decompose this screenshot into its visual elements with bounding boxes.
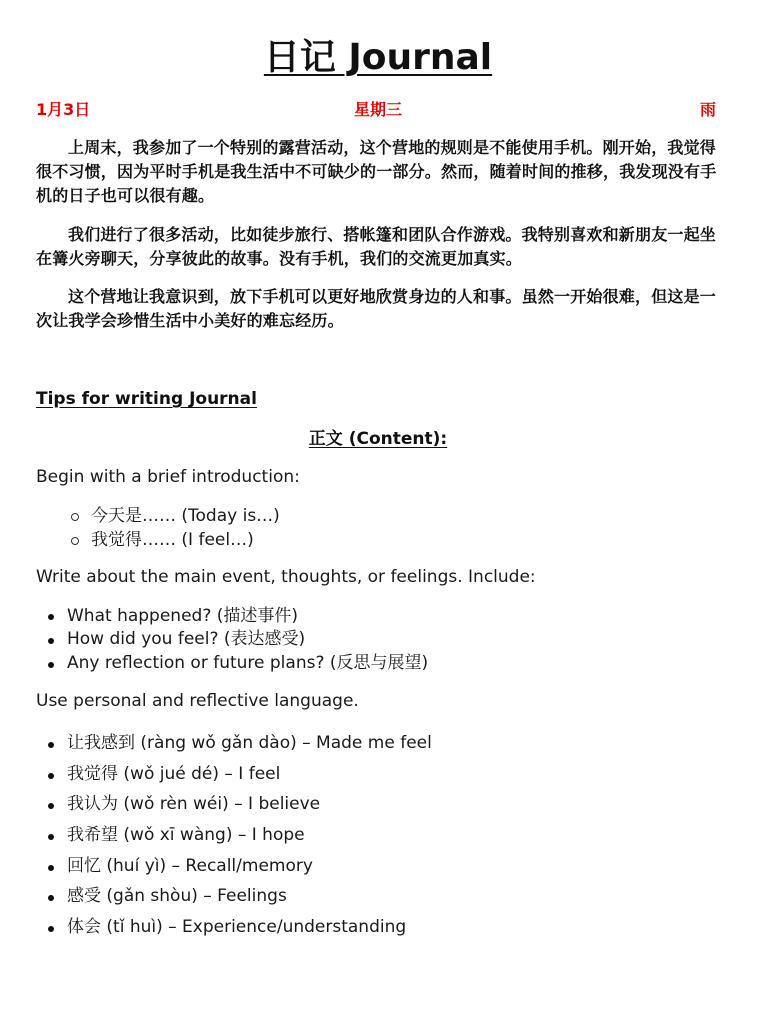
weekday-label: 星期三 <box>353 100 402 119</box>
bullet-icon <box>48 638 54 644</box>
page-title: 日记 Journal <box>263 37 493 78</box>
tips-heading: Tips for writing Journal <box>36 389 257 409</box>
journal-page <box>36 0 720 1024</box>
weather-label: 雨 <box>699 100 716 119</box>
bullet-icon <box>48 834 54 840</box>
journal-paragraph-1: 上周末，我参加了一个特别的露营活动，这个营地的规则是不能使用手机。刚开始，我觉得很不习惯，因为平时手机是我生活中不可缺少的一部分。然而，随着时间的推移，我发现没有手机的日子也可以很有趣。 <box>36 138 717 205</box>
list-item: 感受 (gǎn shòu) – Feelings <box>67 886 287 906</box>
intro-label: Begin with a brief introduction: <box>36 467 300 487</box>
list-item: How did you feel? (表达感受) <box>67 629 306 649</box>
language-label: Use personal and reflective language. <box>36 691 359 711</box>
bullet-icon <box>48 926 54 932</box>
main-label: Write about the main event, thoughts, or feelings. Include: <box>36 567 536 587</box>
hollow-bullet-icon <box>71 513 79 521</box>
bullet-icon <box>48 803 54 809</box>
list-item: 我觉得…… (I feel…) <box>91 530 254 550</box>
bullet-icon <box>48 742 54 748</box>
list-item: 我希望 (wǒ xī wàng) – I hope <box>67 825 305 845</box>
date-row <box>36 98 720 122</box>
list-item: 体会 (tǐ huì) – Experience/understanding <box>67 917 407 937</box>
list-item: What happened? (描述事件) <box>67 606 299 626</box>
list-item: 让我感到 (ràng wǒ gǎn dào) – Made me feel <box>67 733 432 753</box>
list-item: 我觉得 (wǒ jué dé) – I feel <box>67 764 281 784</box>
journal-paragraph-2: 我们进行了很多活动，比如徒步旅行、搭帐篷和团队合作游戏。我特别喜欢和新朋友一起坐在篝火旁聊天，分享彼此的故事。没有手机，我们的交流更加真实。 <box>36 225 717 268</box>
journal-paragraph-3: 这个营地让我意识到，放下手机可以更好地欣赏身边的人和事。虽然一开始很难，但这是一次让我学会珍惜生活中小美好的难忘经历。 <box>36 287 717 330</box>
bullet-icon <box>48 895 54 901</box>
list-item: 今天是…… (Today is…) <box>91 506 280 526</box>
hollow-bullet-icon <box>71 537 79 545</box>
bullet-icon <box>48 773 54 779</box>
bullet-icon <box>48 662 54 668</box>
bullet-icon <box>48 865 54 871</box>
content-heading: 正文 (Content): <box>308 429 448 449</box>
list-item: 回忆 (huí yì) – Recall/memory <box>67 856 313 876</box>
date-label: 1月3日 <box>36 100 91 119</box>
list-item: Any reflection or future plans? (反思与展望) <box>67 653 429 673</box>
list-item: 我认为 (wǒ rèn wéi) – I believe <box>67 794 321 814</box>
bullet-icon <box>48 614 54 620</box>
